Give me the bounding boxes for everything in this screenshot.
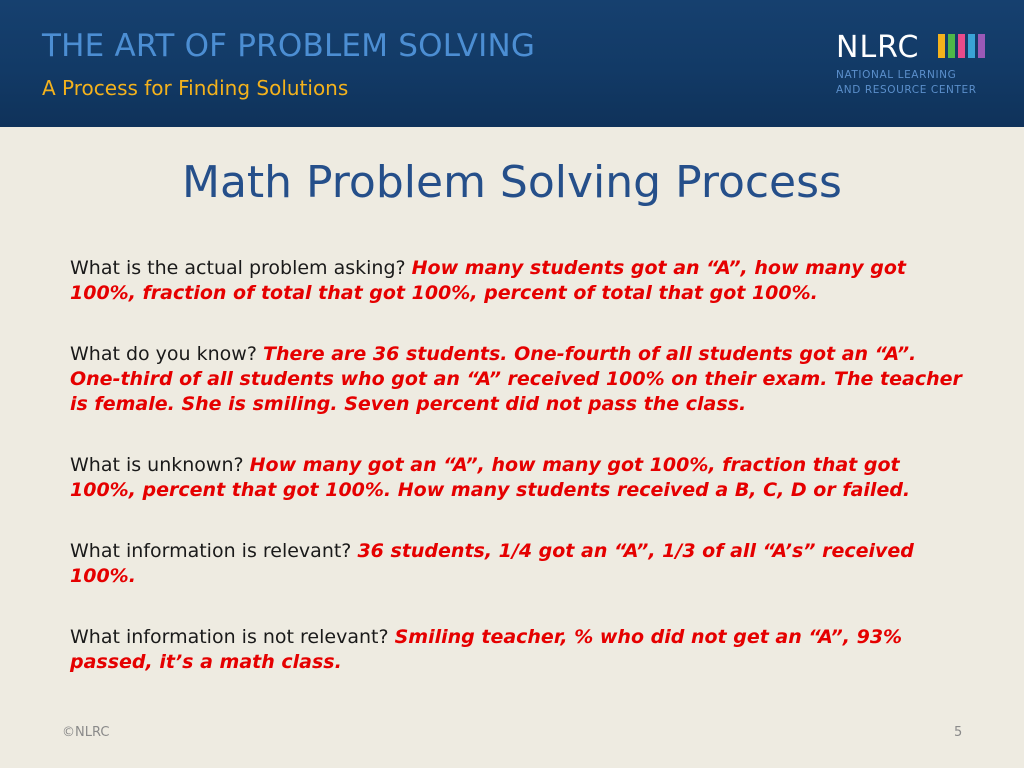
answer-text: Smiling teacher, % who did not get an “A”, 93% passed, it’s a math class. [70,626,903,673]
footer-copyright: ©NLRC [62,725,110,740]
list-item [70,539,970,589]
question-text: What do you know? [70,343,257,365]
logo-line-1: NATIONAL LEARNING [836,69,957,81]
logo-bars-icon [938,34,984,58]
question-text: What information is relevant? [70,540,352,562]
page-number: 5 [954,725,963,740]
logo-bar [948,34,955,58]
slide-body [70,256,970,711]
answer-text: How many got an “A”, how many got 100%, fraction that got 100%, percent that got 100%. How many students received a B, C, D or failed. [70,454,911,501]
list-item [70,342,970,417]
slide-title: Math Problem Solving Process [182,157,842,208]
logo-name: NLRC [836,30,920,65]
list-item [70,625,970,675]
logo-bar [968,34,975,58]
answer-text: How many students got an “A”, how many got 100%, fraction of total that got 100%, percent of total that got 100%. [70,257,907,304]
header-banner [0,0,1024,127]
header-subtitle: A Process for Finding Solutions [42,76,349,100]
logo-bar [978,34,985,58]
answer-text: 36 students, 1/4 got an “A”, 1/3 of all “A’s” received 100%. [70,540,914,587]
list-item [70,453,970,503]
question-text: What is unknown? [70,454,244,476]
logo-bar [958,34,965,58]
logo-line-2: AND RESOURCE CENTER [836,84,977,96]
nlrc-logo [836,30,996,100]
logo-bar [938,34,945,58]
question-text: What information is not relevant? [70,626,389,648]
answer-text: There are 36 students. One-fourth of all students got an “A”. One-third of all students who got an “A” received 100% on their exam. The teacher is female. She is smiling. Seven percent did not pass the class. [70,343,962,415]
question-text: What is the actual problem asking? [70,257,406,279]
list-item [70,256,970,306]
header-title: THE ART OF PROBLEM SOLVING [42,28,536,64]
